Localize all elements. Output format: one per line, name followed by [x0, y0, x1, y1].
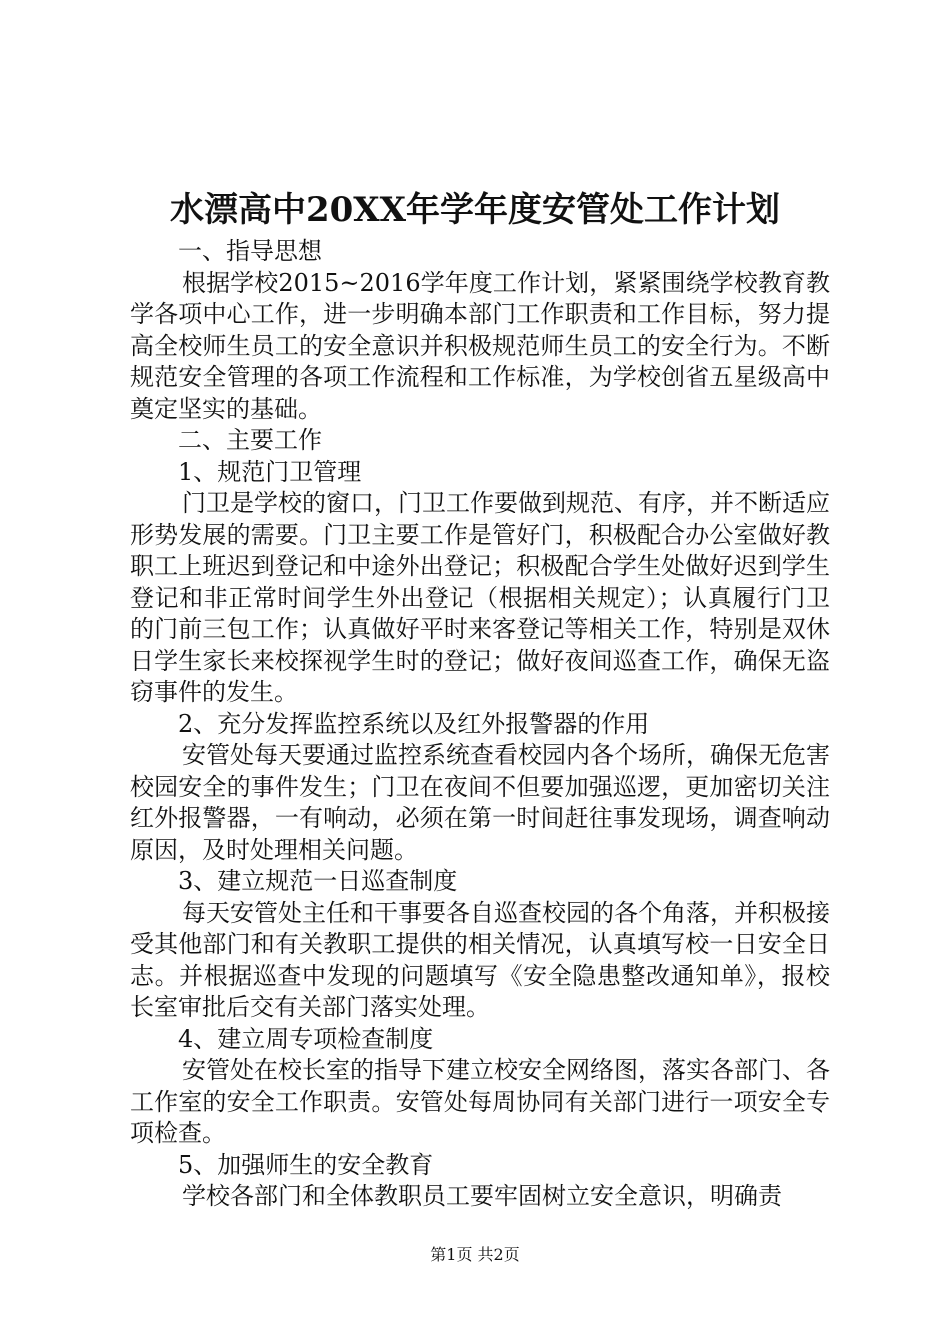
page-number-footer: 第1页 共2页 — [430, 1245, 520, 1264]
paragraph-gate-management: 门卫是学校的窗口，门卫工作要做到规范、有序，并不断适应形势发展的需要。门卫主要工作是管好门，积极配合办公室做好教职工上班迟到登记和中途外出登记；积极配合学生处做好迟到学生登记和非正常时间学生外出登记（根据相关规定）；认真履行门卫的门前三包工作；认真做好平时来客登记等相关工作，特别是双休日学生家长来校探视学生时的登记；做好夜间巡查工作，确保无盗窃事件的发生。 — [130, 489, 830, 706]
subheading-weekly-inspection: 4、建立周专项检查制度 — [178, 1024, 434, 1053]
section-heading-guiding-ideology: 一、指导思想 — [178, 237, 322, 265]
subheading-gate-management: 1、规范门卫管理 — [178, 457, 362, 486]
section-heading-main-work: 二、主要工作 — [178, 426, 322, 454]
subheading-monitoring-system: 2、充分发挥监控系统以及红外报警器的作用 — [178, 709, 650, 738]
document-title: 水漂高中20XX年学年度安管处工作计划 — [169, 190, 781, 230]
paragraph-monitoring-system: 安管处每天要通过监控系统查看校园内各个场所，确保无危害校园安全的事件发生；门卫在夜间不但要加强巡逻，更加密切关注红外报警器，一有响动，必须在第一时间赶往事发现场，调查响动原因，及时处理相关问题。 — [130, 741, 830, 864]
paragraph-daily-patrol: 每天安管处主任和干事要各自巡查校园的各个角落，并积极接受其他部门和有关教职工提供的相关情况，认真填写校一日安全日志。并根据巡查中发现的问题填写《安全隐患整改通知单》，报校长室审批后交有关部门落实处理。 — [130, 898, 830, 1021]
document-body — [130, 236, 830, 1213]
paragraph-weekly-inspection: 安管处在校长室的指导下建立校安全网络图，落实各部门、各工作室的安全工作职责。安管处每周协同有关部门进行一项安全专项检查。 — [130, 1056, 830, 1147]
paragraph-safety-education: 学校各部门和全体教职员工要牢固树立安全意识，明确责 — [182, 1182, 782, 1210]
paragraph-guiding-ideology: 根据学校2015~2016学年度工作计划，紧紧围绕学校教育教学各项中心工作，进一步明确本部门工作职责和工作目标，努力提高全校师生员工的安全意识并积极规范师生员工的安全行为。不断规范安全管理的各项工作流程和工作标准，为学校创省五星级高中奠定坚实的基础。 — [130, 268, 830, 423]
subheading-daily-patrol: 3、建立规范一日巡查制度 — [178, 867, 458, 895]
subheading-safety-education: 5、加强师生的安全教育 — [178, 1150, 434, 1179]
